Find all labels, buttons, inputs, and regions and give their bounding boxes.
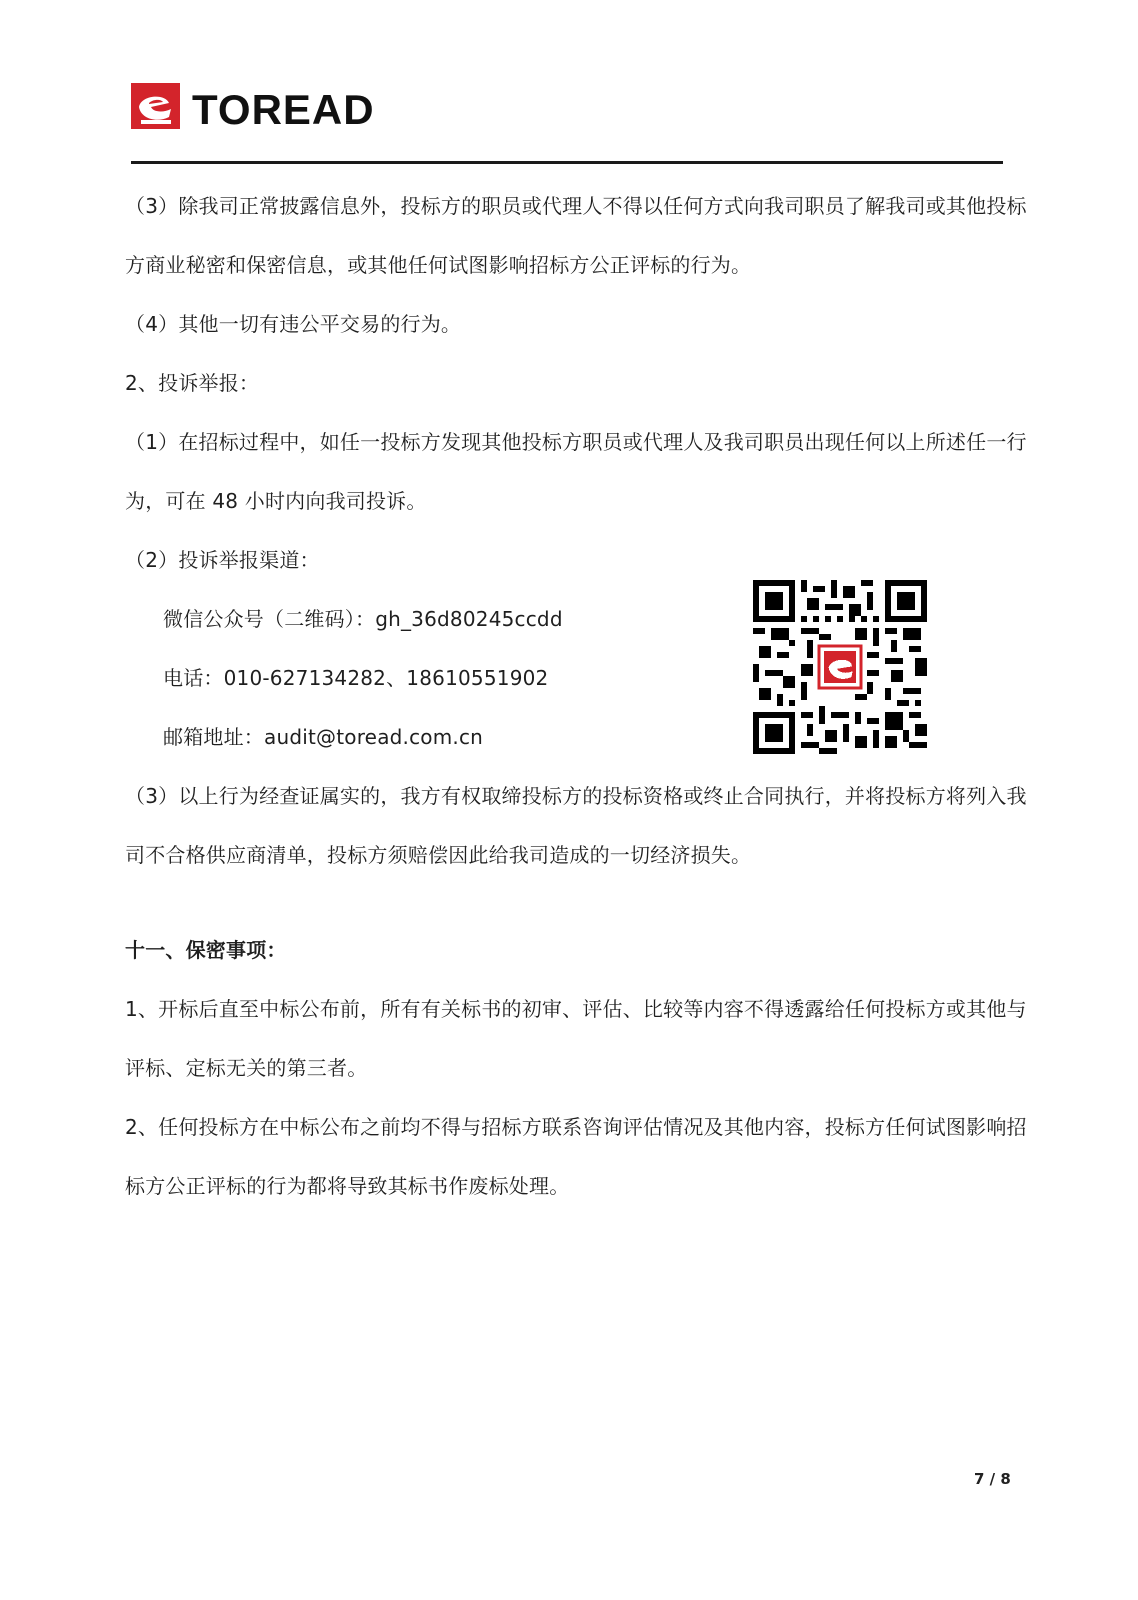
contact-phone: 电话：010-627134282、18610551902: [163, 666, 549, 690]
paragraph-item4: （4）其他一切有违公平交易的行为。: [125, 312, 462, 336]
contact-email: 邮箱地址：audit@toread.com.cn: [163, 725, 484, 749]
paragraph-item3-line1: （3）除我司正常披露信息外，投标方的职员或代理人不得以任何方式向我司职员了解我司或其他投标: [125, 194, 1027, 218]
paragraph-s2-item1-line2: 为，可在 48 小时内向我司投诉。: [125, 489, 427, 513]
page-number: 7 / 8: [974, 1470, 1011, 1488]
paragraph-c1-line1: 1、开标后直至中标公布前，所有有关标书的初审、评估、比较等内容不得透露给任何投标方或其他与: [125, 997, 1027, 1021]
paragraph-c1-line2: 评标、定标无关的第三者。: [125, 1056, 368, 1080]
qr-code-icon: [753, 580, 927, 754]
paragraph-c2-line2: 标方公正评标的行为都将导致其标书作废标处理。: [125, 1174, 570, 1198]
header-divider: [131, 161, 1003, 164]
paragraph-item3-line2: 方商业秘密和保密信息，或其他任何试图影响招标方公正评标的行为。: [125, 253, 752, 277]
section-complaint-heading: 2、投诉举报：: [125, 371, 260, 395]
paragraph-s2-item2: （2）投诉举报渠道：: [125, 548, 320, 572]
paragraph-s2-item1-line1: （1）在招标过程中，如任一投标方发现其他投标方职员或代理人及我司职员出现任何以上所述任一行: [125, 430, 1027, 454]
toread-logo-icon: [131, 83, 180, 129]
contact-wechat: 微信公众号（二维码）：gh_36d80245ccdd: [163, 607, 563, 631]
paragraph-s2-item3-line2: 司不合格供应商清单，投标方须赔偿因此给我司造成的一切经济损失。: [125, 843, 752, 867]
paragraph-s2-item3-line1: （3）以上行为经查证属实的，我方有权取缔投标方的投标资格或终止合同执行，并将投标方将列入我: [125, 784, 1027, 808]
section-confidentiality-heading: 十一、保密事项：: [125, 938, 287, 962]
paragraph-c2-line1: 2、任何投标方在中标公布之前均不得与招标方联系咨询评估情况及其他内容，投标方任何试图影响招: [125, 1115, 1027, 1139]
brand-name: TOREAD: [192, 86, 375, 133]
